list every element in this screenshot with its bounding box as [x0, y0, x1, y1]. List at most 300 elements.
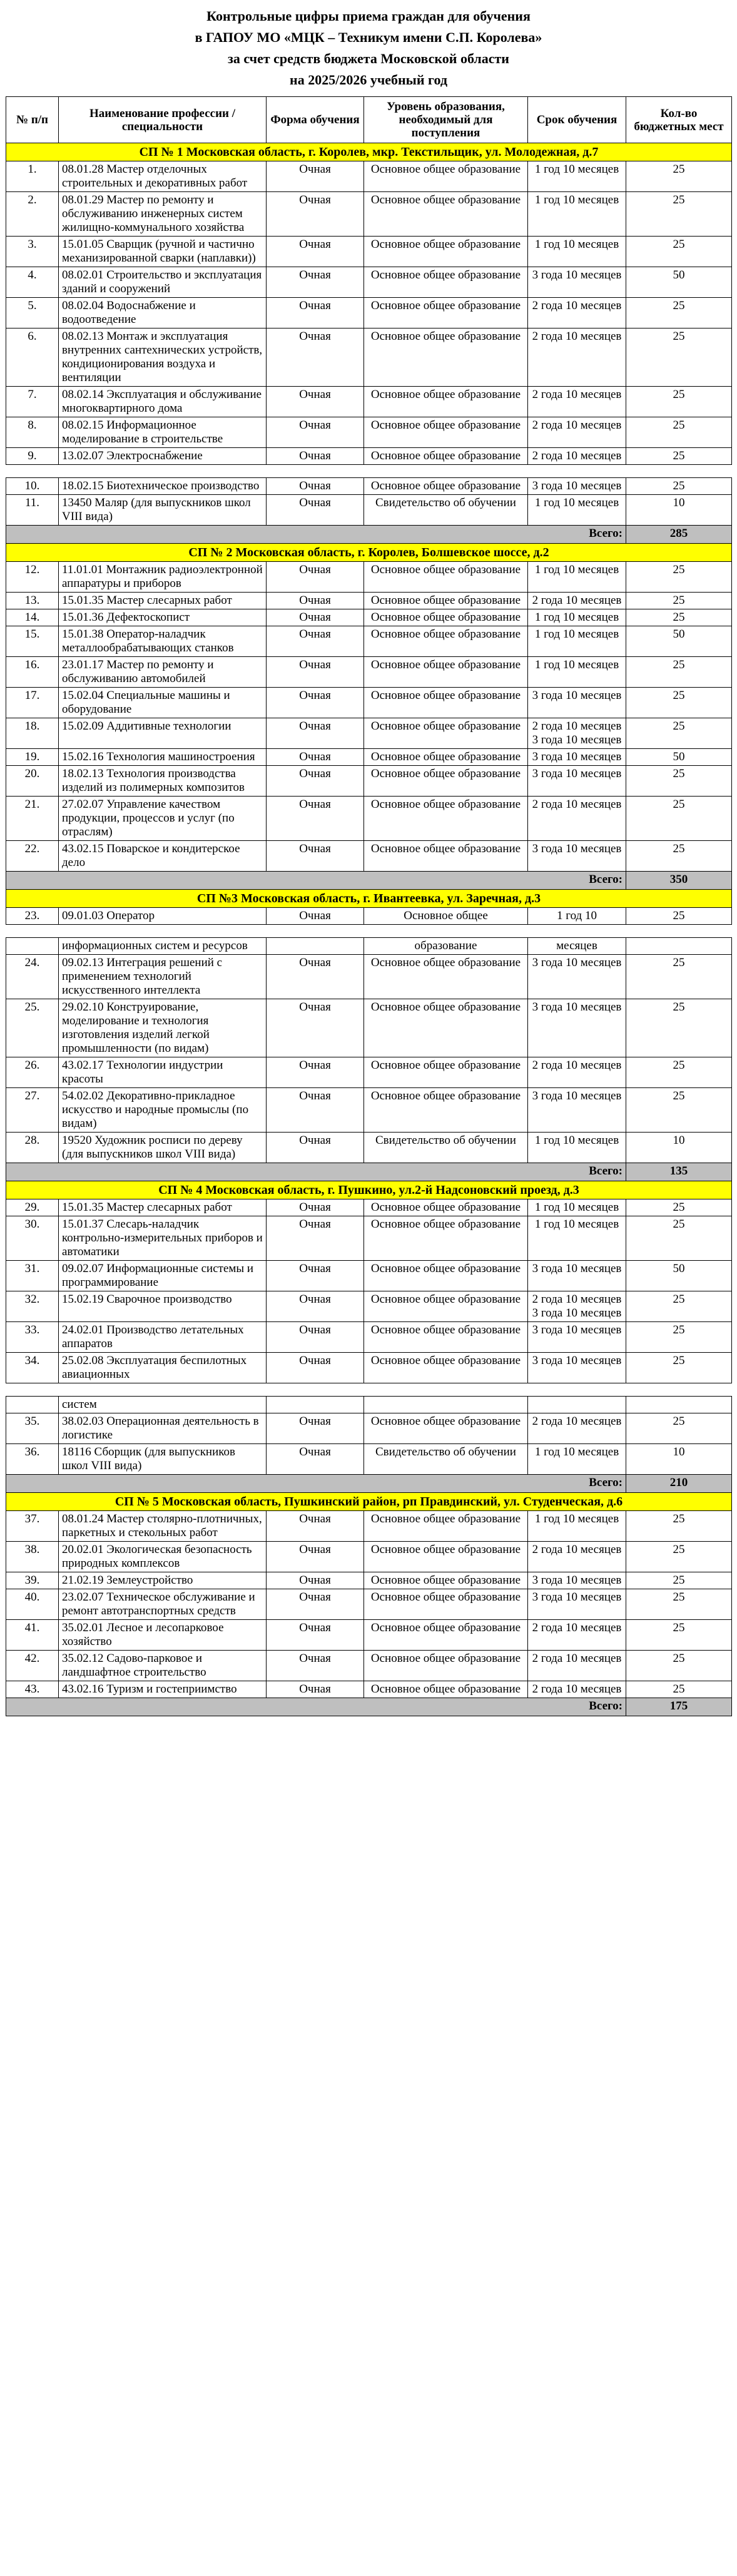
- row-number: 40.: [6, 1589, 59, 1620]
- row-number: 39.: [6, 1572, 59, 1589]
- row-name: 23.02.07 Техническое обслуживание и ремонт автотранспортных средств: [59, 1589, 267, 1620]
- row-level: Свидетельство об обучении: [364, 495, 528, 526]
- row-name: систем: [59, 1397, 267, 1413]
- row-count: 25: [626, 593, 732, 609]
- table-row: [6, 1542, 732, 1572]
- row-form: Очная: [267, 1572, 364, 1589]
- row-term: 1 год 10 месяцев: [528, 562, 626, 593]
- row-form: Очная: [267, 1216, 364, 1261]
- row-level: Основное общее образование: [364, 766, 528, 797]
- row-count: [626, 1397, 732, 1413]
- row-form: Очная: [267, 908, 364, 925]
- row-form: Очная: [267, 562, 364, 593]
- row-name: 23.01.17 Мастер по ремонту и обслуживанию автомобилей: [59, 657, 267, 688]
- total-label: Всего:: [6, 1698, 626, 1716]
- row-form: [267, 938, 364, 955]
- row-term: 2 года 10 месяцев: [528, 1681, 626, 1698]
- table-header-row: [6, 97, 732, 143]
- row-count: 25: [626, 1620, 732, 1651]
- row-number: 20.: [6, 766, 59, 797]
- row-level: Основное общее образование: [364, 797, 528, 841]
- row-level: Основное общее образование: [364, 1291, 528, 1322]
- row-number: 7.: [6, 387, 59, 417]
- table-row: [6, 417, 732, 448]
- row-count: 10: [626, 1444, 732, 1475]
- section-header-row: [6, 544, 732, 562]
- table-row: [6, 478, 732, 495]
- row-form: Очная: [267, 1133, 364, 1163]
- row-number: 10.: [6, 478, 59, 495]
- row-name: 08.01.28 Мастер отделочных строительных и декоративных работ: [59, 161, 267, 192]
- row-number: 8.: [6, 417, 59, 448]
- row-count: 25: [626, 908, 732, 925]
- row-number: 28.: [6, 1133, 59, 1163]
- row-count: 25: [626, 1291, 732, 1322]
- row-form: Очная: [267, 1322, 364, 1353]
- row-level: Основное общее образование: [364, 688, 528, 718]
- row-level: Основное общее образование: [364, 1620, 528, 1651]
- row-name: 15.01.36 Дефектоскопист: [59, 609, 267, 626]
- row-term: 3 года 10 месяцев: [528, 1353, 626, 1383]
- row-level: Основное общее образование: [364, 328, 528, 387]
- row-count: 25: [626, 1542, 732, 1572]
- row-level: Основное общее образование: [364, 955, 528, 999]
- row-term: месяцев: [528, 938, 626, 955]
- row-number: 23.: [6, 908, 59, 925]
- row-level: Основное общее образование: [364, 1057, 528, 1088]
- row-name: 43.02.16 Туризм и гостеприимство: [59, 1681, 267, 1698]
- table-row: [6, 657, 732, 688]
- row-count: 25: [626, 192, 732, 237]
- row-term: 1 год 10 месяцев: [528, 192, 626, 237]
- row-level: Основное общее образование: [364, 192, 528, 237]
- row-form: Очная: [267, 298, 364, 328]
- section-total-row: [6, 1475, 732, 1493]
- row-term: 3 года 10 месяцев: [528, 478, 626, 495]
- row-level: Основное общее образование: [364, 478, 528, 495]
- row-number: [6, 1397, 59, 1413]
- row-term: 2 года 10 месяцев: [528, 298, 626, 328]
- row-number: 18.: [6, 718, 59, 749]
- row-number: 37.: [6, 1511, 59, 1542]
- row-name: 08.02.15 Информационное моделирование в строительстве: [59, 417, 267, 448]
- table-row: [6, 955, 732, 999]
- row-term: 2 года 10 месяцев: [528, 1620, 626, 1651]
- row-form: Очная: [267, 267, 364, 298]
- row-number: 22.: [6, 841, 59, 872]
- row-level: Свидетельство об обучении: [364, 1444, 528, 1475]
- row-term: 1 год 10 месяцев: [528, 626, 626, 657]
- total-value: 175: [626, 1698, 732, 1716]
- table-row: [6, 999, 732, 1057]
- row-level: Основное общее образование: [364, 1199, 528, 1216]
- row-level: Основное общее: [364, 908, 528, 925]
- row-level: [364, 1397, 528, 1413]
- table-row: [6, 1199, 732, 1216]
- row-number: 15.: [6, 626, 59, 657]
- total-value: 285: [626, 526, 732, 544]
- page-break-spacer: [6, 1383, 732, 1397]
- row-name: 08.02.04 Водоснабжение и водоотведение: [59, 298, 267, 328]
- header-term: Срок обучения: [528, 97, 626, 143]
- table-row: [6, 1353, 732, 1383]
- title-line-4: на 2025/2026 учебный год: [290, 72, 447, 88]
- row-number: 30.: [6, 1216, 59, 1261]
- row-number: 35.: [6, 1413, 59, 1444]
- row-form: Очная: [267, 1057, 364, 1088]
- row-number: 2.: [6, 192, 59, 237]
- row-term: 1 год 10 месяцев: [528, 495, 626, 526]
- row-count: [626, 938, 732, 955]
- row-count: 25: [626, 562, 732, 593]
- row-number: 13.: [6, 593, 59, 609]
- row-count: 25: [626, 1589, 732, 1620]
- row-level: Основное общее образование: [364, 1261, 528, 1291]
- row-term: 2 года 10 месяцев: [528, 417, 626, 448]
- row-level: Основное общее образование: [364, 1216, 528, 1261]
- row-count: 50: [626, 749, 732, 766]
- row-level: Основное общее образование: [364, 626, 528, 657]
- row-form: Очная: [267, 766, 364, 797]
- row-level: Основное общее образование: [364, 417, 528, 448]
- row-name: 25.02.08 Эксплуатация беспилотных авиационных: [59, 1353, 267, 1383]
- row-name: 09.01.03 Оператор: [59, 908, 267, 925]
- row-term: 3 года 10 месяцев: [528, 999, 626, 1057]
- row-term: 1 год 10 месяцев: [528, 161, 626, 192]
- row-number: 26.: [6, 1057, 59, 1088]
- row-form: Очная: [267, 797, 364, 841]
- row-form: Очная: [267, 1291, 364, 1322]
- row-name: 09.02.07 Информационные системы и программирование: [59, 1261, 267, 1291]
- row-name: 27.02.07 Управление качеством продукции, процессов и услуг (по отраслям): [59, 797, 267, 841]
- row-level: Основное общее образование: [364, 237, 528, 267]
- page-break-gap: [6, 465, 732, 478]
- row-form: Очная: [267, 161, 364, 192]
- table-row: [6, 841, 732, 872]
- row-count: 25: [626, 999, 732, 1057]
- section-header-row: [6, 1493, 732, 1511]
- title-line-3: за счет средств бюджета Московской области: [228, 51, 509, 66]
- row-term: 3 года 10 месяцев: [528, 1322, 626, 1353]
- row-level: Основное общее образование: [364, 1413, 528, 1444]
- table-row: [6, 797, 732, 841]
- row-count: 25: [626, 298, 732, 328]
- row-term: 2 года 10 месяцев: [528, 448, 626, 465]
- row-term: 2 года 10 месяцев: [528, 1413, 626, 1444]
- table-row: [6, 718, 732, 749]
- section-total-row: [6, 526, 732, 544]
- table-row: [6, 495, 732, 526]
- section-title: СП № 1 Московская область, г. Королев, мкр. Текстильщик, ул. Молодежная, д.7: [6, 143, 732, 161]
- row-form: Очная: [267, 688, 364, 718]
- row-term: 2 года 10 месяцев: [528, 1542, 626, 1572]
- row-term: 1 год 10 месяцев: [528, 1133, 626, 1163]
- section-total-row: [6, 1163, 732, 1181]
- row-count: 25: [626, 387, 732, 417]
- table-row: [6, 593, 732, 609]
- row-form: Очная: [267, 657, 364, 688]
- row-term: 2 года 10 месяцев 3 года 10 месяцев: [528, 1291, 626, 1322]
- section-title: СП № 4 Московская область, г. Пушкино, ул.2-й Надсоновский проезд, д.3: [6, 1181, 732, 1199]
- row-form: Очная: [267, 1542, 364, 1572]
- table-row: [6, 1620, 732, 1651]
- table-row: [6, 1133, 732, 1163]
- row-term: 3 года 10 месяцев: [528, 955, 626, 999]
- row-term: 3 года 10 месяцев: [528, 688, 626, 718]
- row-term: [528, 1397, 626, 1413]
- table-row: [6, 1589, 732, 1620]
- row-term: 1 год 10 месяцев: [528, 609, 626, 626]
- row-level: Основное общее образование: [364, 448, 528, 465]
- row-term: 3 года 10 месяцев: [528, 1261, 626, 1291]
- row-number: 21.: [6, 797, 59, 841]
- row-term: 1 год 10 месяцев: [528, 1199, 626, 1216]
- row-count: 25: [626, 1511, 732, 1542]
- row-count: 25: [626, 1681, 732, 1698]
- table-body: [6, 143, 732, 1716]
- row-count: 25: [626, 237, 732, 267]
- row-term: 1 год 10 месяцев: [528, 1511, 626, 1542]
- row-level: Основное общее образование: [364, 841, 528, 872]
- row-name: 15.01.35 Мастер слесарных работ: [59, 1199, 267, 1216]
- total-label: Всего:: [6, 1475, 626, 1493]
- row-number: 32.: [6, 1291, 59, 1322]
- section-title: СП № 5 Московская область, Пушкинский район, рп Правдинский, ул. Студенческая, д.6: [6, 1493, 732, 1511]
- row-count: 25: [626, 161, 732, 192]
- table-row: [6, 1397, 732, 1413]
- row-level: Основное общее образование: [364, 161, 528, 192]
- row-number: 38.: [6, 1542, 59, 1572]
- row-count: 25: [626, 328, 732, 387]
- row-term: 1 год 10 месяцев: [528, 657, 626, 688]
- table-row: [6, 161, 732, 192]
- row-form: Очная: [267, 1681, 364, 1698]
- row-term: 3 года 10 месяцев: [528, 267, 626, 298]
- row-count: 25: [626, 1057, 732, 1088]
- table-row: [6, 237, 732, 267]
- table-row: [6, 749, 732, 766]
- row-form: Очная: [267, 1413, 364, 1444]
- table-row: [6, 1322, 732, 1353]
- row-term: 3 года 10 месяцев: [528, 1088, 626, 1133]
- row-number: 31.: [6, 1261, 59, 1291]
- row-number: 19.: [6, 749, 59, 766]
- row-term: 2 года 10 месяцев: [528, 387, 626, 417]
- title-line-2: в ГАПОУ МО «МЦК – Техникум имени С.П. Королева»: [195, 29, 542, 45]
- row-count: 25: [626, 657, 732, 688]
- row-number: 1.: [6, 161, 59, 192]
- row-count: 25: [626, 417, 732, 448]
- row-number: 33.: [6, 1322, 59, 1353]
- row-form: Очная: [267, 387, 364, 417]
- row-term: 3 года 10 месяцев: [528, 1589, 626, 1620]
- header-form: Форма обучения: [267, 97, 364, 143]
- row-count: 25: [626, 841, 732, 872]
- row-name: 15.01.37 Слесарь-наладчик контрольно-измерительных приборов и автоматики: [59, 1216, 267, 1261]
- row-number: 34.: [6, 1353, 59, 1383]
- section-header-row: [6, 143, 732, 161]
- row-count: 25: [626, 1088, 732, 1133]
- row-level: Основное общее образование: [364, 1542, 528, 1572]
- row-term: 1 год 10 месяцев: [528, 237, 626, 267]
- admission-table: [6, 96, 732, 1716]
- row-level: Основное общее образование: [364, 593, 528, 609]
- row-form: Очная: [267, 1261, 364, 1291]
- total-value: 210: [626, 1475, 732, 1493]
- row-number: 16.: [6, 657, 59, 688]
- table-row: [6, 1444, 732, 1475]
- row-form: [267, 1397, 364, 1413]
- row-term: 2 года 10 месяцев 3 года 10 месяцев: [528, 718, 626, 749]
- row-level: образование: [364, 938, 528, 955]
- row-name: 24.02.01 Производство летательных аппаратов: [59, 1322, 267, 1353]
- row-count: 50: [626, 267, 732, 298]
- row-number: 25.: [6, 999, 59, 1057]
- row-name: 08.02.14 Эксплуатация и обслуживание многоквартирного дома: [59, 387, 267, 417]
- table-row: [6, 1261, 732, 1291]
- row-name: 15.02.16 Технология машиностроения: [59, 749, 267, 766]
- table-row: [6, 1413, 732, 1444]
- table-row: [6, 938, 732, 955]
- table-row: [6, 688, 732, 718]
- row-count: 25: [626, 1413, 732, 1444]
- table-row: [6, 1511, 732, 1542]
- row-name: 15.02.04 Специальные машины и оборудование: [59, 688, 267, 718]
- section-total-row: [6, 1698, 732, 1716]
- row-form: Очная: [267, 609, 364, 626]
- row-name: 20.02.01 Экологическая безопасность природных комплексов: [59, 1542, 267, 1572]
- row-name: информационных систем и ресурсов: [59, 938, 267, 955]
- table-row: [6, 766, 732, 797]
- row-form: Очная: [267, 1353, 364, 1383]
- row-level: Основное общее образование: [364, 609, 528, 626]
- row-count: 25: [626, 609, 732, 626]
- row-name: 15.01.38 Оператор-наладчик металлообрабатывающих станков: [59, 626, 267, 657]
- row-form: Очная: [267, 237, 364, 267]
- row-level: Основное общее образование: [364, 718, 528, 749]
- row-number: 41.: [6, 1620, 59, 1651]
- row-form: Очная: [267, 841, 364, 872]
- row-number: 3.: [6, 237, 59, 267]
- row-name: 08.01.29 Мастер по ремонту и обслуживанию инженерных систем жилищно-коммунального хозяйства: [59, 192, 267, 237]
- table-row: [6, 1681, 732, 1698]
- row-number: 9.: [6, 448, 59, 465]
- table-row: [6, 562, 732, 593]
- page-break-gap: [6, 925, 732, 938]
- row-name: 38.02.03 Операционная деятельность в логистике: [59, 1413, 267, 1444]
- row-term: 3 года 10 месяцев: [528, 766, 626, 797]
- row-term: 3 года 10 месяцев: [528, 749, 626, 766]
- row-count: 25: [626, 688, 732, 718]
- row-name: 15.02.09 Аддитивные технологии: [59, 718, 267, 749]
- row-level: Основное общее образование: [364, 387, 528, 417]
- total-label: Всего:: [6, 1163, 626, 1181]
- row-form: Очная: [267, 417, 364, 448]
- row-number: 5.: [6, 298, 59, 328]
- total-value: 135: [626, 1163, 732, 1181]
- row-count: 25: [626, 448, 732, 465]
- row-form: Очная: [267, 1199, 364, 1216]
- table-row: [6, 298, 732, 328]
- row-level: Основное общее образование: [364, 1681, 528, 1698]
- row-level: Основное общее образование: [364, 749, 528, 766]
- row-count: 25: [626, 1651, 732, 1681]
- row-form: Очная: [267, 955, 364, 999]
- row-form: Очная: [267, 1511, 364, 1542]
- row-form: Очная: [267, 192, 364, 237]
- header-num: № п/п: [6, 97, 59, 143]
- row-number: 17.: [6, 688, 59, 718]
- row-name: 35.02.12 Садово-парковое и ландшафтное строительство: [59, 1651, 267, 1681]
- row-count: 25: [626, 1572, 732, 1589]
- row-number: 27.: [6, 1088, 59, 1133]
- row-form: Очная: [267, 1444, 364, 1475]
- row-count: 25: [626, 797, 732, 841]
- row-term: 3 года 10 месяцев: [528, 841, 626, 872]
- table-row: [6, 267, 732, 298]
- row-term: 2 года 10 месяцев: [528, 593, 626, 609]
- row-number: 6.: [6, 328, 59, 387]
- row-level: Основное общее образование: [364, 1088, 528, 1133]
- row-number: 42.: [6, 1651, 59, 1681]
- row-form: Очная: [267, 478, 364, 495]
- row-number: 11.: [6, 495, 59, 526]
- row-form: Очная: [267, 495, 364, 526]
- row-form: Очная: [267, 749, 364, 766]
- table-row: [6, 448, 732, 465]
- row-number: 29.: [6, 1199, 59, 1216]
- table-row: [6, 1572, 732, 1589]
- row-name: 09.02.13 Интеграция решений с применением технологий искусственного интеллекта: [59, 955, 267, 999]
- table-row: [6, 1291, 732, 1322]
- row-level: Основное общее образование: [364, 1651, 528, 1681]
- row-number: 43.: [6, 1681, 59, 1698]
- row-form: Очная: [267, 1088, 364, 1133]
- row-term: 2 года 10 месяцев: [528, 328, 626, 387]
- table-row: [6, 609, 732, 626]
- row-name: 13450 Маляр (для выпускников школ VIII вида): [59, 495, 267, 526]
- row-level: Основное общее образование: [364, 1572, 528, 1589]
- row-count: 50: [626, 1261, 732, 1291]
- table-row: [6, 387, 732, 417]
- row-name: 18116 Сборщик (для выпускников школ VIII вида): [59, 1444, 267, 1475]
- table-row: [6, 908, 732, 925]
- row-form: Очная: [267, 718, 364, 749]
- row-form: Очная: [267, 593, 364, 609]
- table-row: [6, 1057, 732, 1088]
- row-level: Основное общее образование: [364, 1589, 528, 1620]
- row-name: 43.02.15 Поварское и кондитерское дело: [59, 841, 267, 872]
- header-count: Кол-во бюджетных мест: [626, 97, 732, 143]
- row-term: 2 года 10 месяцев: [528, 1651, 626, 1681]
- row-count: 25: [626, 1322, 732, 1353]
- row-name: 43.02.17 Технологии индустрии красоты: [59, 1057, 267, 1088]
- row-level: Основное общее образование: [364, 1511, 528, 1542]
- page-break-spacer: [6, 465, 732, 478]
- row-number: 24.: [6, 955, 59, 999]
- row-term: 1 год 10 месяцев: [528, 1216, 626, 1261]
- row-name: 08.02.13 Монтаж и эксплуатация внутренних сантехнических устройств, кондиционирования воздуха и вентиляции: [59, 328, 267, 387]
- header-name: Наименование профессии / специальности: [59, 97, 267, 143]
- page-break-gap: [6, 1383, 732, 1397]
- total-value: 350: [626, 872, 732, 890]
- total-label: Всего:: [6, 526, 626, 544]
- row-level: Основное общее образование: [364, 1322, 528, 1353]
- row-name: 15.01.35 Мастер слесарных работ: [59, 593, 267, 609]
- row-name: 13.02.07 Электроснабжение: [59, 448, 267, 465]
- row-level: Основное общее образование: [364, 298, 528, 328]
- title-line-1: Контрольные цифры приема граждан для обучения: [206, 8, 531, 24]
